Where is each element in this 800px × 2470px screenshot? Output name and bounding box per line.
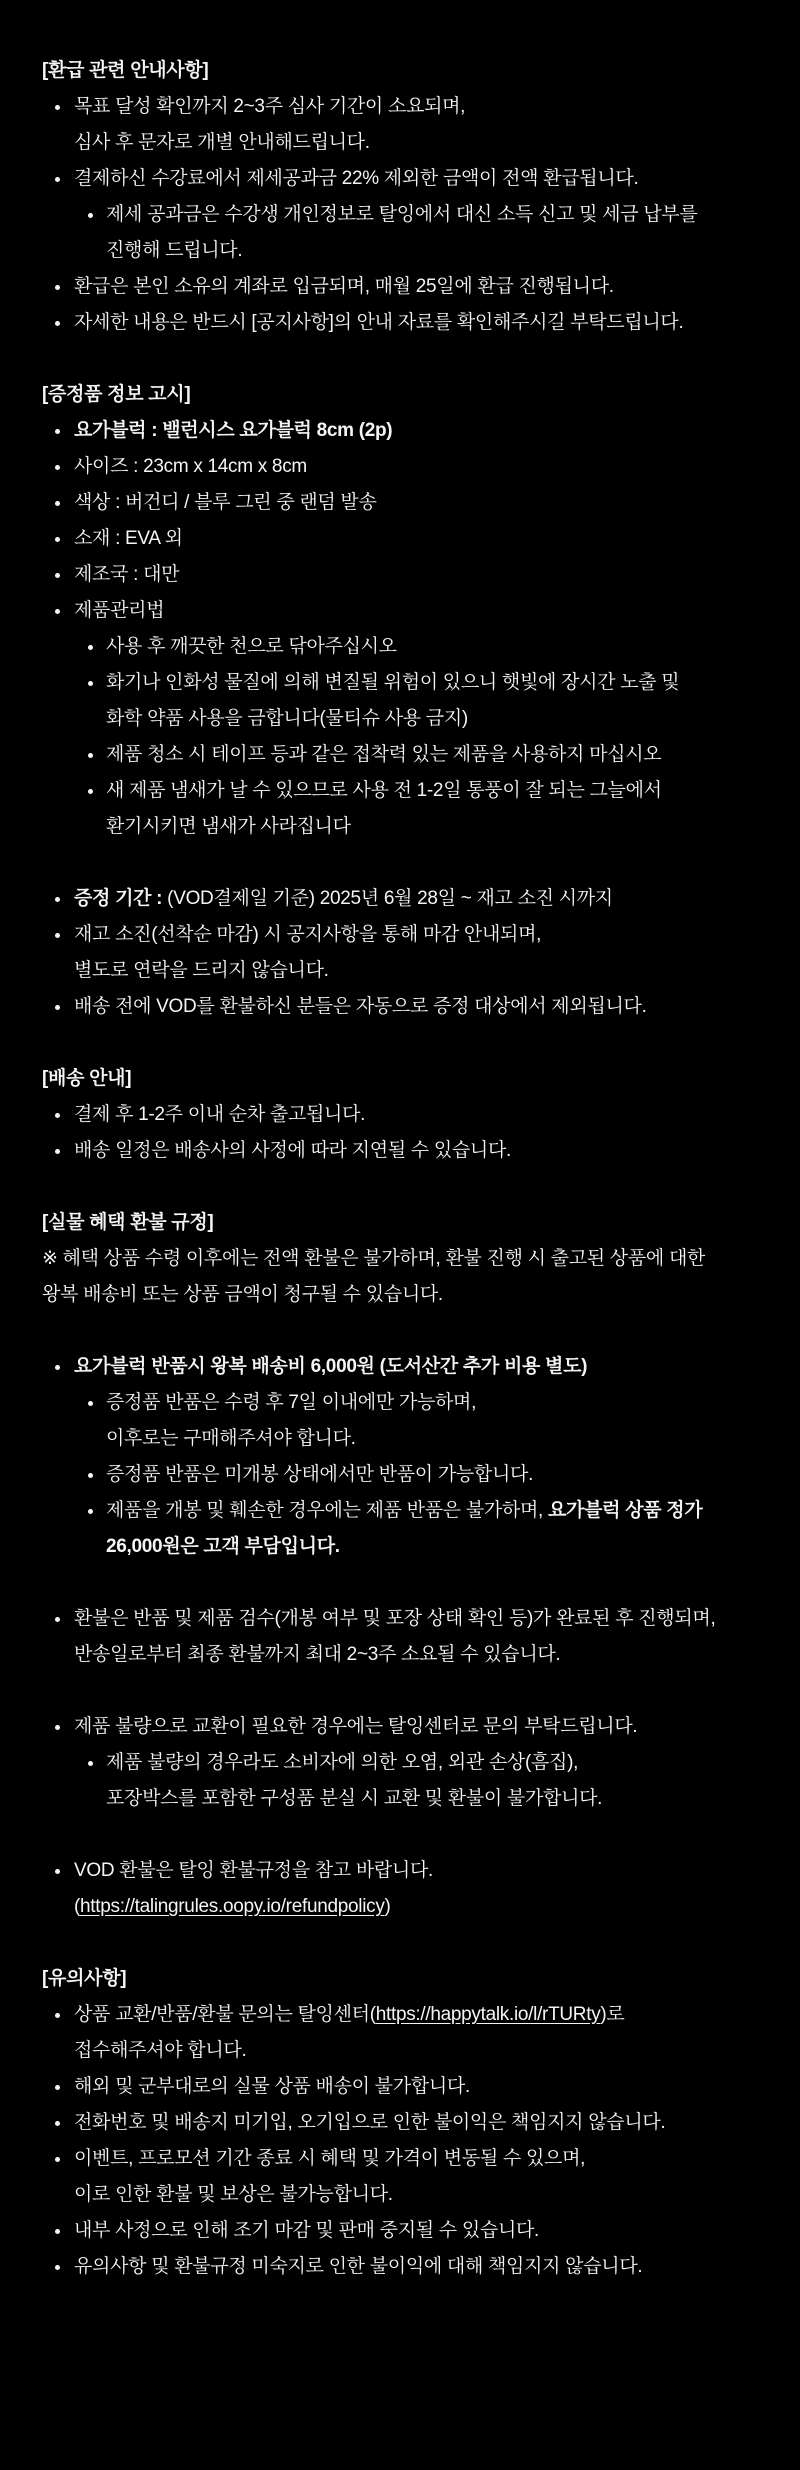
blank-line xyxy=(0,1313,800,1349)
bullet-item xyxy=(0,1709,800,1745)
bold-text: 증정 기간 : xyxy=(74,888,163,909)
bullet-dot-icon xyxy=(55,2121,60,2126)
text: ) xyxy=(384,1896,391,1917)
bullet-item xyxy=(0,485,800,521)
text: 별도로 연락을 드리지 않습니다. xyxy=(74,960,329,981)
bullet-dot-icon xyxy=(55,609,60,614)
bold-text: 요가블럭 : 밸런시스 요가블럭 8cm (2p) xyxy=(74,420,393,441)
text: 제세 공과금은 수강생 개인정보로 탈잉에서 대신 소득 신고 및 세금 납부를 xyxy=(106,204,698,225)
text: 소재 : EVA 외 xyxy=(74,528,183,549)
sub-bullet-continuation xyxy=(0,1529,800,1565)
bullet-dot-icon xyxy=(55,1725,60,1730)
text: 진행해 드립니다. xyxy=(106,240,243,261)
text: 환급은 본인 소유의 계좌로 입금되며, 매월 25일에 환급 진행됩니다. xyxy=(74,276,614,297)
bullet-continuation xyxy=(0,125,800,161)
bullet-dot-icon xyxy=(55,897,60,902)
section-heading xyxy=(0,1961,800,1997)
bullet-dot-icon xyxy=(55,573,60,578)
text: 배송 일정은 배송사의 사정에 따라 지연될 수 있습니다. xyxy=(74,1140,512,1161)
bullet-continuation xyxy=(0,1889,800,1925)
bullet-dot-icon xyxy=(88,1509,93,1514)
text: 결제하신 수강료에서 제세공과금 22% 제외한 금액이 전액 환급됩니다. xyxy=(74,168,639,189)
bullet-dot-icon xyxy=(55,285,60,290)
blank-line xyxy=(0,1025,800,1061)
bullet-item xyxy=(0,89,800,125)
sub-bullet-continuation xyxy=(0,701,800,737)
text: 심사 후 문자로 개별 안내해드립니다. xyxy=(74,132,370,153)
bold-text: 요가블럭 반품시 왕복 배송비 6,000원 (도서산간 추가 비용 별도) xyxy=(74,1356,588,1377)
sub-bullet-continuation xyxy=(0,1781,800,1817)
text: ※ 혜택 상품 수령 이후에는 전액 환불은 불가하며, 환불 진행 시 출고된 상품에 대한 xyxy=(42,1248,706,1269)
bullet-dot-icon xyxy=(55,501,60,506)
bullet-dot-icon xyxy=(88,789,93,794)
section-heading xyxy=(0,1205,800,1241)
bullet-item xyxy=(0,521,800,557)
bullet-item xyxy=(0,989,800,1025)
text: 해외 및 군부대로의 실물 상품 배송이 불가합니다. xyxy=(74,2076,470,2097)
blank-line xyxy=(0,845,800,881)
text: )로 xyxy=(600,2004,625,2025)
bullet-dot-icon xyxy=(55,537,60,542)
text: 제조국 : 대만 xyxy=(74,564,180,585)
bullet-item xyxy=(0,1601,800,1637)
bullet-dot-icon xyxy=(55,1149,60,1154)
bullet-dot-icon xyxy=(55,1113,60,1118)
text: [배송 안내] xyxy=(42,1068,132,1089)
text: [환급 관련 안내사항] xyxy=(42,60,209,81)
url-link[interactable]: https://happytalk.io/l/rTURty xyxy=(375,2004,601,2025)
text: 새 제품 냄새가 날 수 있으므로 사용 전 1-2일 통풍이 잘 되는 그늘에서 xyxy=(106,780,662,801)
text: 환기시키면 냄새가 사라집니다 xyxy=(106,816,351,837)
text: [증정품 정보 고시] xyxy=(42,384,191,405)
bullet-item xyxy=(0,2249,800,2285)
url-link[interactable]: https://talingrules.oopy.io/refundpolicy xyxy=(80,1896,385,1917)
sub-bullet-continuation xyxy=(0,233,800,269)
bullet-dot-icon xyxy=(55,2085,60,2090)
bullet-dot-icon xyxy=(55,177,60,182)
text: 상품 교환/반품/환불 문의는 탈잉센터( xyxy=(74,2004,376,2025)
bullet-dot-icon xyxy=(88,213,93,218)
bullet-dot-icon xyxy=(88,1473,93,1478)
sub-bullet-item xyxy=(0,197,800,233)
bold-text: 26,000원은 고객 부담입니다. xyxy=(106,1536,340,1557)
text: (VOD결제일 기준) 2025년 6월 28일 ~ 재고 소진 시까지 xyxy=(162,888,613,909)
bullet-item xyxy=(0,917,800,953)
bullet-dot-icon xyxy=(88,645,93,650)
text: 이후로는 구매해주셔야 합니다. xyxy=(106,1428,356,1449)
text: 화학 약품 사용을 금합니다(물티슈 사용 금지) xyxy=(106,708,468,729)
bullet-dot-icon xyxy=(88,681,93,686)
sub-bullet-item xyxy=(0,629,800,665)
text: 환불은 반품 및 제품 검수(개봉 여부 및 포장 상태 확인 등)가 완료된 후 진행되며, xyxy=(74,1608,716,1629)
sub-bullet-item xyxy=(0,1493,800,1529)
blank-line xyxy=(0,1169,800,1205)
text: 제품 불량으로 교환이 필요한 경우에는 탈잉센터로 문의 부탁드립니다. xyxy=(74,1716,638,1737)
text: 이벤트, 프로모션 기간 종료 시 혜택 및 가격이 변동될 수 있으며, xyxy=(74,2148,586,2169)
bullet-dot-icon xyxy=(55,105,60,110)
bullet-dot-icon xyxy=(88,1401,93,1406)
text: 내부 사정으로 인해 조기 마감 및 판매 중지될 수 있습니다. xyxy=(74,2220,540,2241)
text: 배송 전에 VOD를 환불하신 분들은 자동으로 증정 대상에서 제외됩니다. xyxy=(74,996,647,1017)
text: [유의사항] xyxy=(42,1968,127,1989)
bullet-item xyxy=(0,449,800,485)
bullet-item xyxy=(0,557,800,593)
text: ( xyxy=(74,1896,81,1917)
text: 사용 후 깨끗한 천으로 닦아주십시오 xyxy=(106,636,397,657)
sub-bullet-continuation xyxy=(0,809,800,845)
bullet-dot-icon xyxy=(55,2265,60,2270)
sub-bullet-continuation xyxy=(0,1421,800,1457)
bullet-continuation xyxy=(0,1637,800,1673)
bullet-continuation xyxy=(0,2033,800,2069)
note-text xyxy=(0,1277,800,1313)
refund-notice-document xyxy=(0,53,800,2285)
bullet-item xyxy=(0,305,800,341)
text: 색상 : 버건디 / 블루 그린 중 랜덤 발송 xyxy=(74,492,377,513)
bullet-item xyxy=(0,2141,800,2177)
text: 반송일로부터 최종 환불까지 최대 2~3주 소요될 수 있습니다. xyxy=(74,1644,561,1665)
bullet-item xyxy=(0,1853,800,1889)
bullet-dot-icon xyxy=(55,429,60,434)
bold-text: 요가블럭 상품 정가 xyxy=(548,1500,703,1521)
text: 재고 소진(선착순 마감) 시 공지사항을 통해 마감 안내되며, xyxy=(74,924,542,945)
bullet-dot-icon xyxy=(55,1617,60,1622)
section-heading xyxy=(0,1061,800,1097)
text: 사이즈 : 23cm x 14cm x 8cm xyxy=(74,456,307,477)
blank-line xyxy=(0,1925,800,1961)
bullet-dot-icon xyxy=(55,1365,60,1370)
bullet-item xyxy=(0,1097,800,1133)
blank-line xyxy=(0,1565,800,1601)
section-heading xyxy=(0,377,800,413)
text: 제품을 개봉 및 훼손한 경우에는 제품 반품은 불가하며, xyxy=(106,1500,548,1521)
bullet-dot-icon xyxy=(88,1761,93,1766)
bullet-item xyxy=(0,1997,800,2033)
bullet-dot-icon xyxy=(88,753,93,758)
note-text xyxy=(0,1241,800,1277)
bullet-dot-icon xyxy=(55,321,60,326)
bullet-continuation xyxy=(0,953,800,989)
bullet-dot-icon xyxy=(55,2013,60,2018)
bullet-dot-icon xyxy=(55,1005,60,1010)
text: [실물 혜택 환불 규정] xyxy=(42,1212,214,1233)
text: VOD 환불은 탈잉 환불규정을 참고 바랍니다. xyxy=(74,1860,434,1881)
text: 증정품 반품은 수령 후 7일 이내에만 가능하며, xyxy=(106,1392,477,1413)
sub-bullet-item xyxy=(0,1745,800,1781)
text: 이로 인한 환불 및 보상은 불가능합니다. xyxy=(74,2184,393,2205)
section-heading xyxy=(0,53,800,89)
blank-line xyxy=(0,341,800,377)
bullet-dot-icon xyxy=(55,2157,60,2162)
text: 결제 후 1-2주 이내 순차 출고됩니다. xyxy=(74,1104,366,1125)
text: 제품관리법 xyxy=(74,600,165,621)
bullet-item xyxy=(0,2213,800,2249)
text: 포장박스를 포함한 구성품 분실 시 교환 및 환불이 불가합니다. xyxy=(106,1788,603,1809)
text: 목표 달성 확인까지 2~3주 심사 기간이 소요되며, xyxy=(74,96,466,117)
text: 제품 청소 시 테이프 등과 같은 접착력 있는 제품을 사용하지 마십시오 xyxy=(106,744,662,765)
sub-bullet-item xyxy=(0,773,800,809)
blank-line xyxy=(0,1817,800,1853)
bullet-item xyxy=(0,1349,800,1385)
bullet-item xyxy=(0,1133,800,1169)
bullet-item xyxy=(0,881,800,917)
bullet-item xyxy=(0,2105,800,2141)
bullet-item xyxy=(0,593,800,629)
bullet-dot-icon xyxy=(55,2229,60,2234)
bullet-item xyxy=(0,2069,800,2105)
text: 왕복 배송비 또는 상품 금액이 청구될 수 있습니다. xyxy=(42,1284,443,1305)
bullet-dot-icon xyxy=(55,465,60,470)
sub-bullet-item xyxy=(0,665,800,701)
text: 제품 불량의 경우라도 소비자에 의한 오염, 외관 손상(흠집), xyxy=(106,1752,579,1773)
text: 전화번호 및 배송지 미기입, 오기입으로 인한 불이익은 책임지지 않습니다. xyxy=(74,2112,666,2133)
text: 접수해주셔야 합니다. xyxy=(74,2040,247,2061)
text: 증정품 반품은 미개봉 상태에서만 반품이 가능합니다. xyxy=(106,1464,534,1485)
sub-bullet-item xyxy=(0,1385,800,1421)
sub-bullet-item xyxy=(0,737,800,773)
blank-line xyxy=(0,1673,800,1709)
bullet-dot-icon xyxy=(55,933,60,938)
text: 유의사항 및 환불규정 미숙지로 인한 불이익에 대해 책임지지 않습니다. xyxy=(74,2256,643,2277)
text: 화기나 인화성 물질에 의해 변질될 위험이 있으니 햇빛에 장시간 노출 및 xyxy=(106,672,680,693)
bullet-continuation xyxy=(0,2177,800,2213)
bullet-item xyxy=(0,413,800,449)
bullet-dot-icon xyxy=(55,1869,60,1874)
sub-bullet-item xyxy=(0,1457,800,1493)
bullet-item xyxy=(0,269,800,305)
bullet-item xyxy=(0,161,800,197)
text: 자세한 내용은 반드시 [공지사항]의 안내 자료를 확인해주시길 부탁드립니다. xyxy=(74,312,684,333)
